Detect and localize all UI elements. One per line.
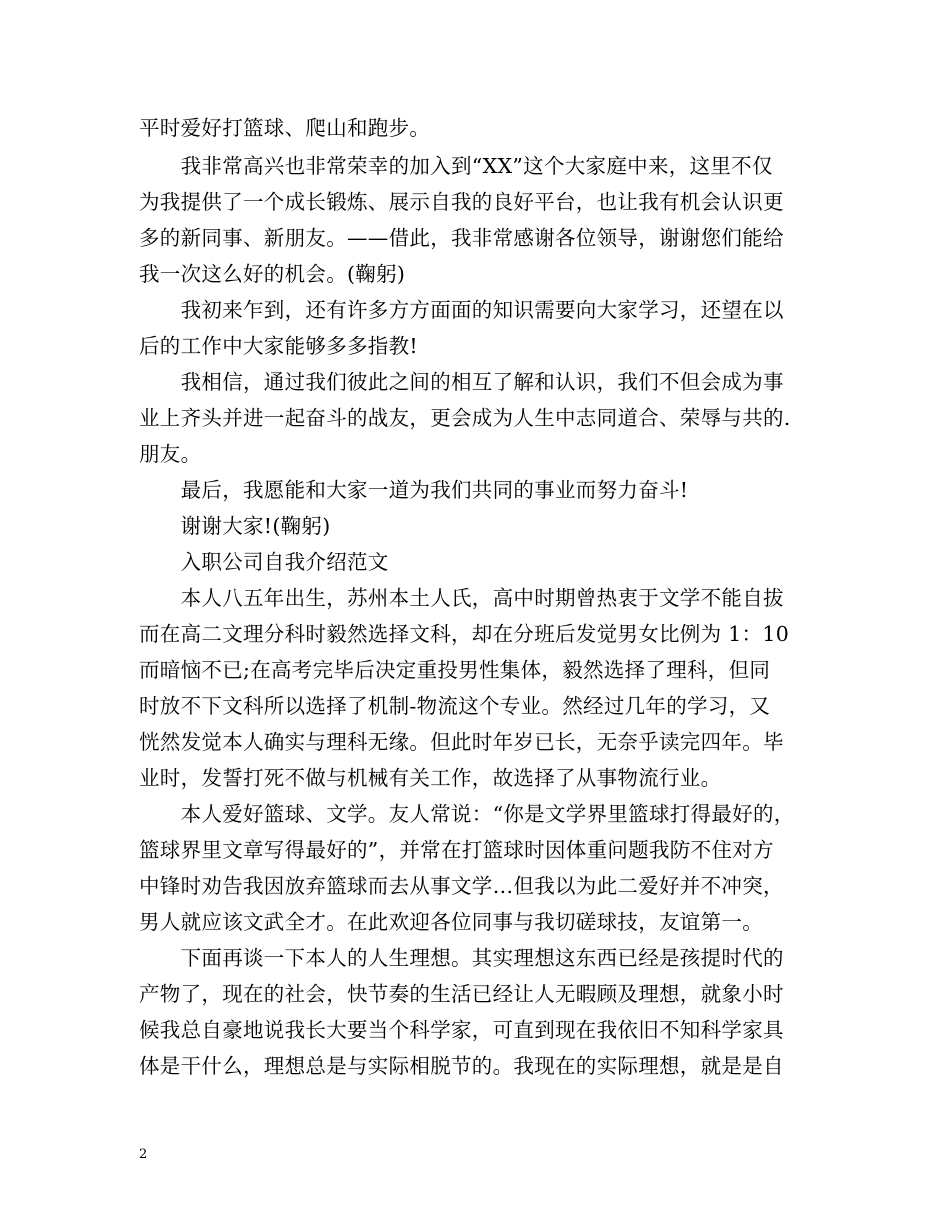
text-line: 朋友。 <box>139 442 202 466</box>
text-line: 篮球界里文章写得最好的”，并常在打篮球时因体重问题我防不住对方 <box>139 838 774 862</box>
text-line: 谢谢大家!(鞠躬) <box>139 514 331 538</box>
text-line: 多的新同事、新朋友。——借此，我非常感谢各位领导，谢谢您们能给 <box>139 226 784 250</box>
text-line: 最后，我愿能和大家一道为我们共同的事业而努力奋斗! <box>139 478 689 502</box>
text-line: 体是干什么，理想总是与实际相脱节的。我现在的实际理想，就是是自 <box>139 1054 784 1078</box>
text-line: 候我总自豪地说我长大要当个科学家，可直到现在我依旧不知科学家具 <box>139 1018 784 1042</box>
page-number: 2 <box>139 1147 148 1162</box>
text-line: 而暗恼不已;在高考完毕后决定重投男性集体，毅然选择了理科，但同 <box>139 658 771 682</box>
text-line: 我非常高兴也非常荣幸的加入到“XX”这个大家庭中来，这里不仅 <box>139 154 773 178</box>
text-line: 为我提供了一个成长锻炼、展示自我的良好平台，也让我有机会认识更 <box>139 190 784 214</box>
text-line: 本人八五年出生，苏州本土人氏，高中时期曾热衷于文学不能自拔 <box>139 586 784 610</box>
text-line: 业时，发誓打死不做与机械有关工作，故选择了从事物流行业。 <box>139 766 722 790</box>
text-line: 我相信，通过我们彼此之间的相互了解和认识，我们不但会成为事 <box>139 370 784 394</box>
text-line: 平时爱好打篮球、爬山和跑步。 <box>139 116 431 140</box>
text-line: 而在高二文理分科时毅然选择文科，却在分班后发觉男女比例为 1：10 <box>139 622 790 646</box>
text-line: 我一次这么好的机会。(鞠躬) <box>139 262 406 286</box>
text-line: 时放不下文科所以选择了机制-物流这个专业。然经过几年的学习，又 <box>139 694 771 718</box>
text-line: 恍然发觉本人确实与理科无缘。但此时年岁已长，无奈乎读完四年。毕 <box>139 730 784 754</box>
text-line: 业上齐头并进一起奋斗的战友，更会成为人生中志同道合、荣辱与共的. <box>139 406 791 430</box>
text-line: 产物了，现在的社会，快节奏的生活已经让人无暇顾及理想，就象小时 <box>139 982 784 1006</box>
text-line: 后的工作中大家能够多多指教! <box>139 334 418 358</box>
text-line: 中锋时劝告我因放弃篮球而去从事文学…但我以为此二爱好并不冲突， <box>139 874 784 898</box>
text-line: 入职公司自我介绍范文 <box>139 550 389 574</box>
text-line: 本人爱好篮球、文学。友人常说：“你是文学界里篮球打得最好的， <box>139 802 795 826</box>
text-line: 我初来乍到，还有许多方方面面的知识需要向大家学习，还望在以 <box>139 298 784 322</box>
text-line: 下面再谈一下本人的人生理想。其实理想这东西已经是孩提时代的 <box>139 946 784 970</box>
text-line: 男人就应该文武全才。在此欢迎各位同事与我切磋球技，友谊第一。 <box>139 910 763 934</box>
